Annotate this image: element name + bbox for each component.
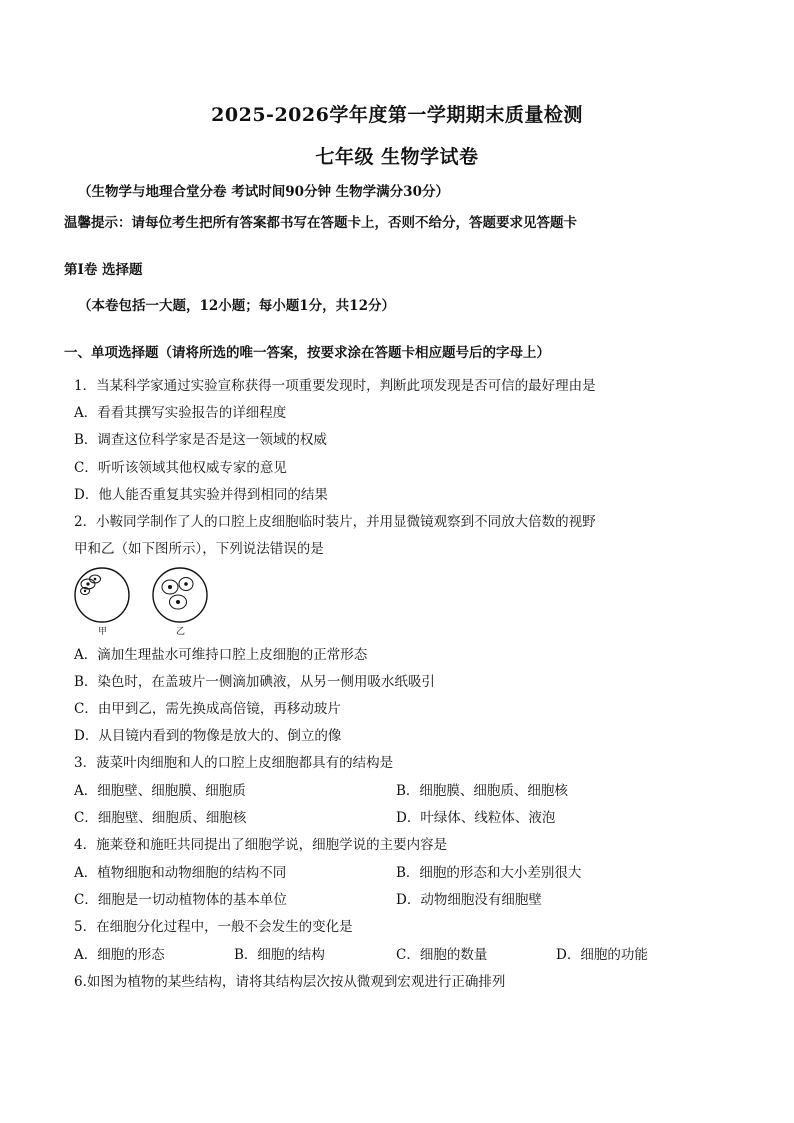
figure-label-yi: 乙 bbox=[176, 627, 186, 637]
microscope-field-figure bbox=[70, 564, 220, 638]
question-4-stem: 4．施莱登和施旺共同提出了细胞学说，细胞学说的主要内容是 bbox=[74, 837, 448, 853]
question-3-option-d: D．叶绿体、线粒体、液泡 bbox=[396, 810, 556, 826]
question-2-option-b: B．染色时，在盖玻片一侧滴加碘液，从另一侧用吸水纸吸引 bbox=[74, 674, 435, 690]
question-4-option-d: D．动物细胞没有细胞壁 bbox=[396, 892, 542, 908]
field-yi-icon bbox=[153, 568, 207, 622]
figure-label-jia: 甲 bbox=[98, 627, 108, 637]
question-1-option-c: C．听听该领域其他权威专家的意见 bbox=[74, 460, 287, 476]
question-5-option-b: B．细胞的结构 bbox=[234, 947, 325, 963]
section-note: （本卷包括一大题，12小题；每小题1分，共12分） bbox=[78, 298, 395, 314]
part-title: 一、单项选择题（请将所选的唯一答案，按要求涂在答题卡相应题号后的字母上） bbox=[64, 345, 550, 361]
field-jia-icon bbox=[75, 568, 129, 622]
exam-info: （生物学与地理合堂分卷 考试时间90分钟 生物学满分30分） bbox=[78, 184, 449, 200]
question-4-option-b: B．细胞的形态和大小差别很大 bbox=[396, 865, 582, 881]
exam-subtitle: 七年级 生物学试卷 bbox=[315, 146, 479, 168]
exam-title: 2025-2026学年度第一学期期末质量检测 bbox=[211, 104, 583, 126]
question-1-option-d: D．他人能否重复其实验并得到相同的结果 bbox=[74, 487, 328, 503]
question-5-option-a: A．细胞的形态 bbox=[74, 947, 165, 963]
reminder-text: 温馨提示：请每位考生把所有答案都书写在答题卡上，否则不给分，答题要求见答题卡 bbox=[64, 215, 577, 231]
section-name: 第Ⅰ卷 选择题 bbox=[64, 262, 143, 278]
question-5-stem: 5．在细胞分化过程中，一般不会发生的变化是 bbox=[74, 919, 353, 935]
question-3-stem: 3．菠菜叶肉细胞和人的口腔上皮细胞都具有的结构是 bbox=[74, 755, 394, 771]
question-1-stem: 1．当某科学家通过实验宣称获得一项重要发现时，判断此项发现是否可信的最好理由是 bbox=[74, 378, 596, 394]
question-3-option-c: C．细胞壁、细胞质、细胞核 bbox=[74, 810, 247, 826]
question-1-option-a: A．看看其撰写实验报告的详细程度 bbox=[74, 405, 287, 421]
question-5-option-c: C．细胞的数量 bbox=[396, 947, 488, 963]
question-3-option-a: A．细胞壁、细胞膜、细胞质 bbox=[74, 783, 246, 799]
question-2-option-a: A．滴加生理盐水可维持口腔上皮细胞的正常形态 bbox=[74, 647, 368, 663]
question-3-option-b: B．细胞膜、细胞质、细胞核 bbox=[396, 783, 568, 799]
question-2-stem: 2．小鞍同学制作了人的口腔上皮细胞临时装片，并用显微镜观察到不同放大倍数的视野 bbox=[74, 514, 596, 530]
question-2-stem-continued: 甲和乙（如下图所示），下列说法错误的是 bbox=[74, 541, 324, 557]
question-1-option-b: B．调查这位科学家是否是这一领域的权威 bbox=[74, 432, 327, 448]
question-4-option-c: C．细胞是一切动植物体的基本单位 bbox=[74, 892, 287, 908]
question-6-stem: 6.如图为植物的某些结构，请将其结构层次按从微观到宏观进行正确排列 bbox=[74, 974, 506, 990]
question-2-option-d: D．从目镜内看到的物像是放大的、倒立的像 bbox=[74, 728, 342, 744]
question-5-option-d: D．细胞的功能 bbox=[556, 947, 648, 963]
question-4-option-a: A．植物细胞和动物细胞的结构不同 bbox=[74, 865, 287, 881]
question-2-option-c: C．由甲到乙，需先换成高倍镜，再移动玻片 bbox=[74, 701, 341, 717]
